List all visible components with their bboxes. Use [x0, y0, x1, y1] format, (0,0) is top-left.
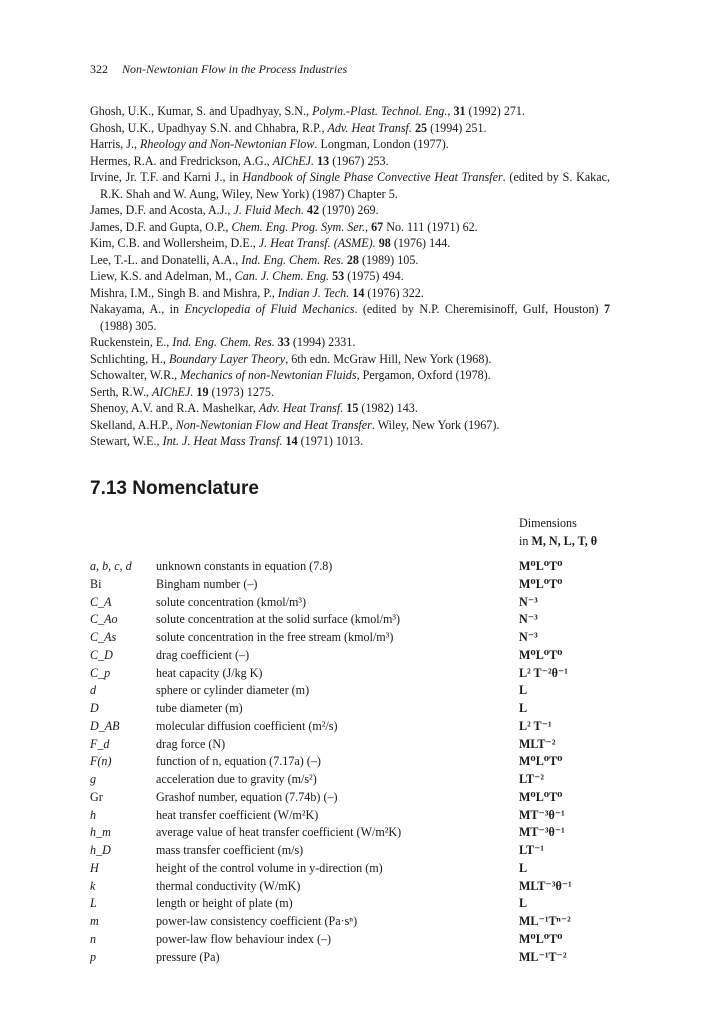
- reference-pre: Irvine, Jr. T.F. and Karni J., in: [90, 170, 243, 184]
- nomenclature-symbol: d: [90, 683, 97, 698]
- reference-post: (1988) 305.: [100, 318, 157, 333]
- nomenclature-description: drag coefficient (–): [156, 647, 250, 662]
- reference-entry: [90, 351, 610, 368]
- dimensions-header: [519, 514, 597, 550]
- reference-bold: 13: [317, 153, 330, 168]
- nomenclature-dimensions: L: [519, 683, 528, 698]
- reference-it: Int. J. Heat Mass Transf.: [162, 434, 283, 448]
- nomenclature-description: height of the control volume in y-direction (m): [156, 860, 383, 875]
- nomenclature-row: [90, 737, 620, 755]
- nomenclature-dimensions: MLT⁻³θ⁻¹: [519, 878, 572, 893]
- reference-it: Adv. Heat Transf.: [258, 401, 344, 415]
- reference-mid: ,: [447, 104, 454, 118]
- nomenclature-description: average value of heat transfer coefficient (W/m²K): [156, 825, 402, 840]
- reference-pre: Stewart, W.E.,: [90, 434, 163, 448]
- reference-entry: [90, 334, 610, 351]
- nomenclature-row: [90, 879, 620, 897]
- nomenclature-row: [90, 772, 620, 790]
- reference-entry: [90, 301, 610, 334]
- running-title: Non-Newtonian Flow in the Process Industries: [122, 62, 348, 76]
- reference-it: Can. J. Chem. Eng.: [234, 269, 330, 283]
- nomenclature-description: solute concentration at the solid surface (kmol/m³): [156, 612, 401, 627]
- nomenclature-dimensions: M⁰L⁰T⁰: [519, 647, 563, 662]
- reference-entry: [90, 120, 610, 137]
- nomenclature-symbol: Gr: [90, 789, 103, 804]
- reference-it: Handbook of Single Phase Convective Heat Transfer: [242, 170, 503, 184]
- reference-it: Boundary Layer Theory: [168, 351, 286, 366]
- nomenclature-dimensions: L: [519, 860, 528, 875]
- reference-entry: [90, 417, 610, 434]
- reference-entry: [90, 219, 610, 236]
- nomenclature-row: [90, 666, 620, 684]
- reference-post: (1976) 144.: [390, 236, 451, 250]
- reference-entry: [90, 367, 610, 384]
- page-number: 322: [90, 62, 108, 76]
- reference-post: (1994) 251.: [427, 120, 487, 135]
- reference-bold: 42: [307, 203, 320, 217]
- nomenclature-symbol: F(n): [90, 754, 112, 769]
- nomenclature-dimensions: LT⁻²: [519, 772, 545, 786]
- running-head: [90, 62, 347, 77]
- nomenclature-symbol: L: [90, 896, 97, 911]
- nomenclature-symbol: C_A: [90, 594, 112, 609]
- reference-entry: [90, 153, 610, 170]
- nomenclature-dimensions: ML⁻¹Tⁿ⁻²: [519, 914, 571, 928]
- nomenclature-description: acceleration due to gravity (m/s²): [156, 772, 317, 786]
- nomenclature-description: drag force (N): [156, 736, 226, 751]
- reference-entry: [90, 252, 610, 269]
- reference-pre: Harris, J.,: [90, 137, 141, 151]
- reference-pre: Hermes, R.A. and Fredrickson, A.G.,: [90, 153, 273, 168]
- reference-post: (1976) 322.: [364, 285, 424, 300]
- nomenclature-dimensions: M⁰L⁰T⁰: [519, 576, 563, 591]
- nomenclature-dimensions: M⁰L⁰T⁰: [519, 931, 563, 946]
- reference-pre: Ruckenstein, E.,: [90, 335, 173, 349]
- reference-entry: [90, 268, 610, 285]
- nomenclature-description: pressure (Pa): [156, 949, 220, 964]
- nomenclature-row: [90, 701, 620, 719]
- reference-it: Mechanics of non-Newtonian Fluids: [180, 368, 357, 382]
- nomenclature-symbol: k: [90, 878, 96, 893]
- nomenclature-dimensions: L² T⁻¹: [519, 718, 552, 733]
- reference-it: AIChEJ.: [272, 153, 315, 168]
- nomenclature-symbol: C_D: [90, 647, 113, 662]
- reference-bold: 25: [414, 120, 428, 135]
- nomenclature-table: [90, 559, 620, 967]
- section-heading: 7.13 Nomenclature: [90, 478, 259, 499]
- nomenclature-dimensions: MT⁻³θ⁻¹: [519, 807, 565, 822]
- reference-mid: . (edited by N.P. Cheremisinoff, Gulf, Houston): [354, 302, 604, 316]
- nomenclature-row: [90, 896, 620, 914]
- nomenclature-symbol: C_p: [90, 665, 111, 680]
- nomenclature-row: [90, 914, 620, 932]
- reference-it: Indian J. Tech.: [277, 285, 350, 300]
- nomenclature-description: length or height of plate (m): [156, 896, 293, 911]
- reference-it: Rheology and Non-Newtonian Flow: [140, 137, 315, 151]
- reference-bold: 28: [346, 252, 359, 267]
- reference-mid: , Pergamon, Oxford (1978).: [356, 368, 491, 382]
- reference-bold: 7: [603, 302, 610, 316]
- reference-entry: [90, 136, 610, 153]
- nomenclature-symbol: D: [90, 701, 99, 715]
- reference-entry: [90, 169, 610, 202]
- reference-entry: [90, 384, 610, 401]
- reference-entry: [90, 235, 610, 252]
- reference-bold: 15: [346, 401, 359, 415]
- reference-it: Non-Newtonian Flow and Heat Transfer: [175, 417, 372, 432]
- nomenclature-symbol: n: [90, 931, 97, 946]
- reference-it: Ind. Eng. Chem. Res.: [172, 335, 275, 349]
- nomenclature-row: [90, 932, 620, 950]
- nomenclature-row: [90, 719, 620, 737]
- nomenclature-description: Grashof number, equation (7.74b) (–): [156, 789, 338, 804]
- nomenclature-symbol: g: [90, 772, 97, 786]
- nomenclature-dimensions: M⁰L⁰T⁰: [519, 559, 563, 573]
- reference-pre: Schowalter, W.R.,: [90, 368, 181, 382]
- nomenclature-description: molecular diffusion coefficient (m²/s): [156, 718, 338, 733]
- dimensions-header-line2: [519, 532, 597, 550]
- nomenclature-description: solute concentration (kmol/m³): [156, 594, 307, 609]
- reference-it: Chem. Eng. Prog. Sym. Ser.: [231, 219, 366, 234]
- nomenclature-row: [90, 559, 620, 577]
- nomenclature-row: [90, 843, 620, 861]
- reference-list: [90, 103, 610, 450]
- dimensions-header-prefix: in: [519, 534, 532, 548]
- nomenclature-symbol: h_m: [90, 825, 111, 840]
- reference-it: Polym.-Plast. Technol. Eng.: [312, 104, 448, 118]
- reference-pre: Ghosh, U.K., Upadhyay S.N. and Chhabra, R.P.,: [90, 120, 328, 135]
- reference-pre: Lee, T.-L. and Donatelli, A.A.,: [90, 252, 242, 267]
- reference-post: (1971) 1013.: [297, 434, 364, 448]
- reference-bold: 14: [285, 434, 298, 448]
- reference-mid: , 6th edn. McGraw Hill, New York (1968).: [285, 351, 492, 366]
- reference-pre: Serth, R.W.,: [90, 384, 153, 399]
- nomenclature-description: tube diameter (m): [156, 701, 243, 715]
- nomenclature-symbol: p: [90, 949, 97, 964]
- nomenclature-symbol: C_Ao: [90, 612, 118, 627]
- reference-mid: ,: [365, 219, 372, 234]
- nomenclature-dimensions: LT⁻¹: [519, 843, 545, 857]
- nomenclature-description: heat transfer coefficient (W/m²K): [156, 807, 319, 822]
- reference-mid: . Longman, London (1977).: [314, 137, 449, 151]
- nomenclature-dimensions: M⁰L⁰T⁰: [519, 754, 563, 769]
- nomenclature-row: [90, 861, 620, 879]
- reference-entry: [90, 400, 610, 417]
- nomenclature-row: [90, 595, 620, 613]
- nomenclature-description: sphere or cylinder diameter (m): [156, 683, 310, 698]
- nomenclature-symbol: h: [90, 807, 97, 822]
- nomenclature-symbol: H: [90, 860, 99, 875]
- reference-post: (1975) 494.: [344, 269, 404, 283]
- nomenclature-symbol: a, b, c, d: [90, 559, 132, 573]
- nomenclature-description: function of n, equation (7.17a) (–): [156, 754, 321, 769]
- reference-it: AIChEJ.: [152, 384, 194, 399]
- reference-mid: . Wiley, New York (1967).: [371, 417, 500, 432]
- nomenclature-description: power-law flow behaviour index (–): [156, 931, 332, 946]
- nomenclature-description: solute concentration in the free stream (kmol/m³): [156, 630, 394, 644]
- nomenclature-dimensions: N⁻³: [519, 612, 538, 627]
- nomenclature-description: power-law consistency coefficient (Pa·sⁿ): [156, 914, 358, 928]
- nomenclature-row: [90, 683, 620, 701]
- nomenclature-row: [90, 612, 620, 630]
- reference-pre: Shenoy, A.V. and R.A. Mashelkar,: [90, 401, 259, 415]
- dimensions-header-line1: Dimensions: [519, 516, 577, 530]
- dimensions-header-units: M, N, L, T, θ: [531, 534, 598, 548]
- nomenclature-row: [90, 950, 620, 968]
- nomenclature-description: unknown constants in equation (7.8): [156, 559, 333, 573]
- nomenclature-row: [90, 808, 620, 826]
- reference-bold: 67: [371, 219, 384, 234]
- nomenclature-dimensions: L: [519, 701, 528, 715]
- nomenclature-symbol: Bi: [90, 576, 102, 591]
- nomenclature-dimensions: MLT⁻²: [519, 736, 556, 751]
- nomenclature-dimensions: ML⁻¹T⁻²: [519, 949, 567, 964]
- nomenclature-description: mass transfer coefficient (m/s): [156, 843, 304, 857]
- reference-pre: Kim, C.B. and Wollersheim, D.E.,: [90, 236, 259, 250]
- reference-post: (1982) 143.: [358, 401, 418, 415]
- nomenclature-symbol: C_As: [90, 630, 117, 644]
- nomenclature-row: [90, 825, 620, 843]
- reference-entry: [90, 285, 610, 302]
- nomenclature-dimensions: MT⁻³θ⁻¹: [519, 825, 565, 840]
- nomenclature-dimensions: N⁻³: [519, 594, 538, 609]
- nomenclature-dimensions: L² T⁻²θ⁻¹: [519, 665, 568, 680]
- reference-pre: Skelland, A.H.P.,: [90, 417, 176, 432]
- reference-post: (1992) 271.: [465, 104, 525, 118]
- reference-bold: 31: [453, 104, 466, 118]
- nomenclature-description: Bingham number (–): [156, 576, 258, 591]
- nomenclature-symbol: h_D: [90, 843, 111, 857]
- reference-bold: 98: [378, 236, 391, 250]
- reference-it: J. Heat Transf. (ASME).: [258, 236, 376, 250]
- nomenclature-row: [90, 577, 620, 595]
- nomenclature-description: heat capacity (J/kg K): [156, 665, 263, 680]
- reference-bold: 33: [277, 335, 290, 349]
- nomenclature-dimensions: L: [519, 896, 528, 911]
- reference-it: Adv. Heat Transf.: [327, 120, 412, 135]
- nomenclature-row: [90, 754, 620, 772]
- reference-it: Ind. Eng. Chem. Res.: [241, 252, 344, 267]
- reference-it: Encyclopedia of Fluid Mechanics: [184, 302, 355, 316]
- reference-post: (1989) 105.: [358, 252, 419, 267]
- nomenclature-symbol: D_AB: [90, 718, 120, 733]
- reference-mid: . (edited by S. Kakac, R.K. Shah and W. Aung, Wiley, New York) (1987) Chapter 5.: [100, 170, 610, 201]
- reference-pre: James, D.F. and Acosta, A.J.,: [90, 203, 234, 217]
- reference-post: (1973) 1275.: [208, 384, 274, 399]
- reference-entry: [90, 202, 610, 219]
- reference-pre: Liew, K.S. and Adelman, M.,: [90, 269, 235, 283]
- reference-post: (1970) 269.: [319, 203, 379, 217]
- reference-pre: Mishra, I.M., Singh B. and Mishra, P.,: [90, 285, 278, 300]
- nomenclature-dimensions: N⁻³: [519, 630, 538, 644]
- reference-bold: 19: [196, 384, 209, 399]
- reference-post: (1967) 253.: [329, 153, 389, 168]
- nomenclature-dimensions: M⁰L⁰T⁰: [519, 789, 563, 804]
- reference-pre: James, D.F. and Gupta, O.P.,: [90, 219, 232, 234]
- reference-pre: Schlichting, H.,: [90, 351, 169, 366]
- reference-post: No. 111 (1971) 62.: [383, 219, 478, 234]
- nomenclature-description: thermal conductivity (W/mK): [156, 878, 301, 893]
- reference-bold: 53: [332, 269, 345, 283]
- reference-pre: Ghosh, U.K., Kumar, S. and Upadhyay, S.N.,: [90, 104, 313, 118]
- reference-pre: Nakayama, A., in: [90, 302, 185, 316]
- nomenclature-row: [90, 790, 620, 808]
- nomenclature-symbol: F_d: [90, 736, 110, 751]
- reference-entry: [90, 103, 610, 120]
- reference-entry: [90, 433, 610, 450]
- nomenclature-symbol: m: [90, 914, 99, 928]
- reference-it: J. Fluid Mech.: [233, 203, 305, 217]
- reference-post: (1994) 2331.: [289, 335, 356, 349]
- reference-bold: 14: [352, 285, 365, 300]
- nomenclature-row: [90, 630, 620, 648]
- nomenclature-row: [90, 648, 620, 666]
